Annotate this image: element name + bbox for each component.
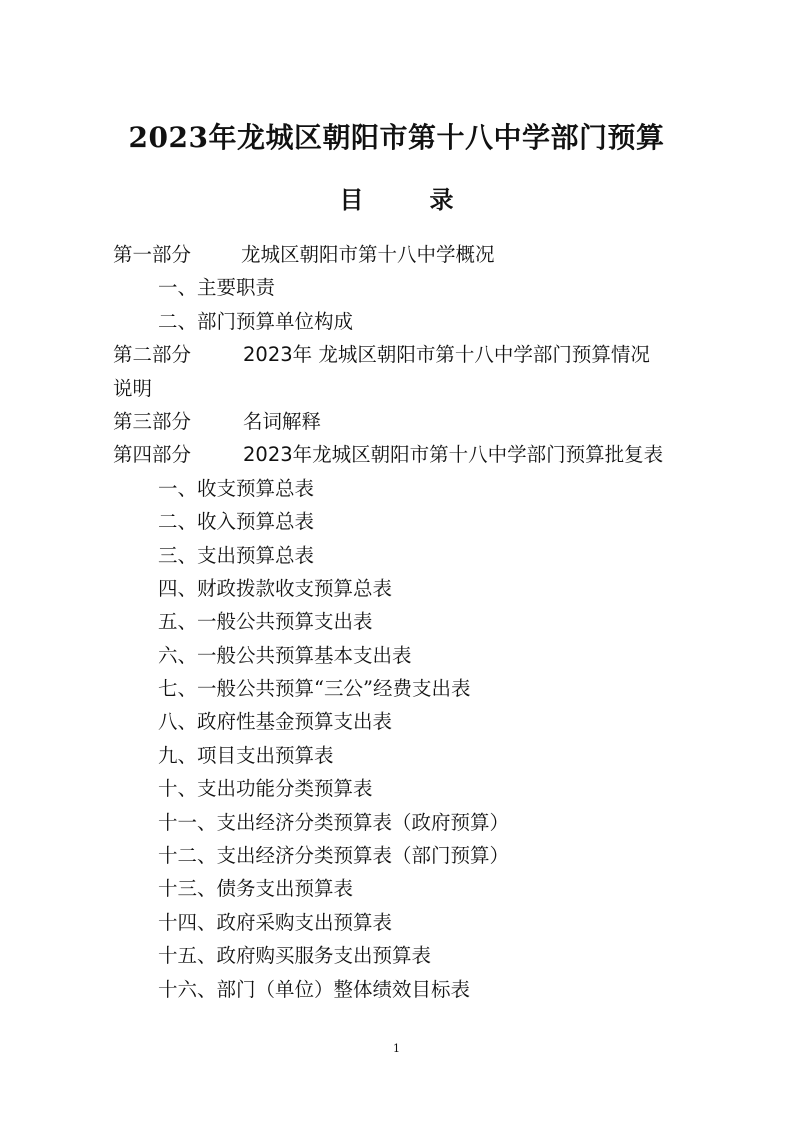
toc-item: 十三、债务支出预算表: [158, 877, 354, 901]
part-text: 龙城区朝阳市第十八中学概况: [241, 243, 495, 266]
toc-item: 二、部门预算单位构成: [158, 309, 354, 333]
part-text: 2023年龙城区朝阳市第十八中学部门预算批复表: [243, 443, 664, 467]
part-label: 第三部分: [113, 409, 192, 433]
toc-item: 十五、政府购买服务支出预算表: [158, 944, 432, 968]
toc-item: 八、政府性基金预算支出表: [158, 710, 393, 734]
toc-heading: [0, 180, 793, 215]
part-text: 名词解释: [243, 409, 322, 433]
toc-item: 十、支出功能分类预算表: [158, 777, 373, 801]
toc-item: 七、一般公共预算“三公”经费支出表: [158, 677, 471, 701]
toc-part-4: [113, 438, 713, 471]
toc-part-2: [113, 338, 713, 371]
part-label: 第一部分: [113, 243, 192, 266]
toc-item: 二、收入预算总表: [158, 510, 315, 534]
part-label: 第二部分: [113, 343, 192, 367]
toc-item: 十六、部门（单位）整体绩效目标表: [158, 977, 471, 1001]
toc-item: 十四、政府采购支出预算表: [158, 910, 393, 934]
toc-item: 四、财政拨款收支预算总表: [158, 576, 393, 600]
part-text: 2023年 龙城区朝阳市第十八中学部门预算情况: [243, 343, 650, 367]
toc-part-2-continuation: 说明: [113, 376, 153, 400]
toc-item: 一、主要职责: [158, 276, 276, 300]
part-label: 第四部分: [113, 443, 192, 467]
toc-heading-left: 目: [339, 185, 364, 214]
toc-part-3: [113, 405, 713, 438]
document-title: 2023年龙城区朝阳市第十八中学部门预算: [128, 121, 665, 154]
toc-item: 十一、支出经济分类预算表（政府预算）: [158, 810, 510, 834]
toc-item: 一、收支预算总表: [158, 476, 315, 500]
toc-heading-right: 录: [429, 185, 454, 214]
page-number: 1: [393, 1042, 400, 1055]
toc-item: 九、项目支出预算表: [158, 743, 334, 767]
toc-item: 五、一般公共预算支出表: [158, 610, 373, 634]
toc-part-1: [113, 238, 713, 271]
toc-item: 六、一般公共预算基本支出表: [158, 643, 412, 667]
table-of-contents: [113, 238, 713, 1006]
toc-item: 三、支出预算总表: [158, 543, 315, 567]
toc-item: 十二、支出经济分类预算表（部门预算）: [158, 844, 510, 868]
